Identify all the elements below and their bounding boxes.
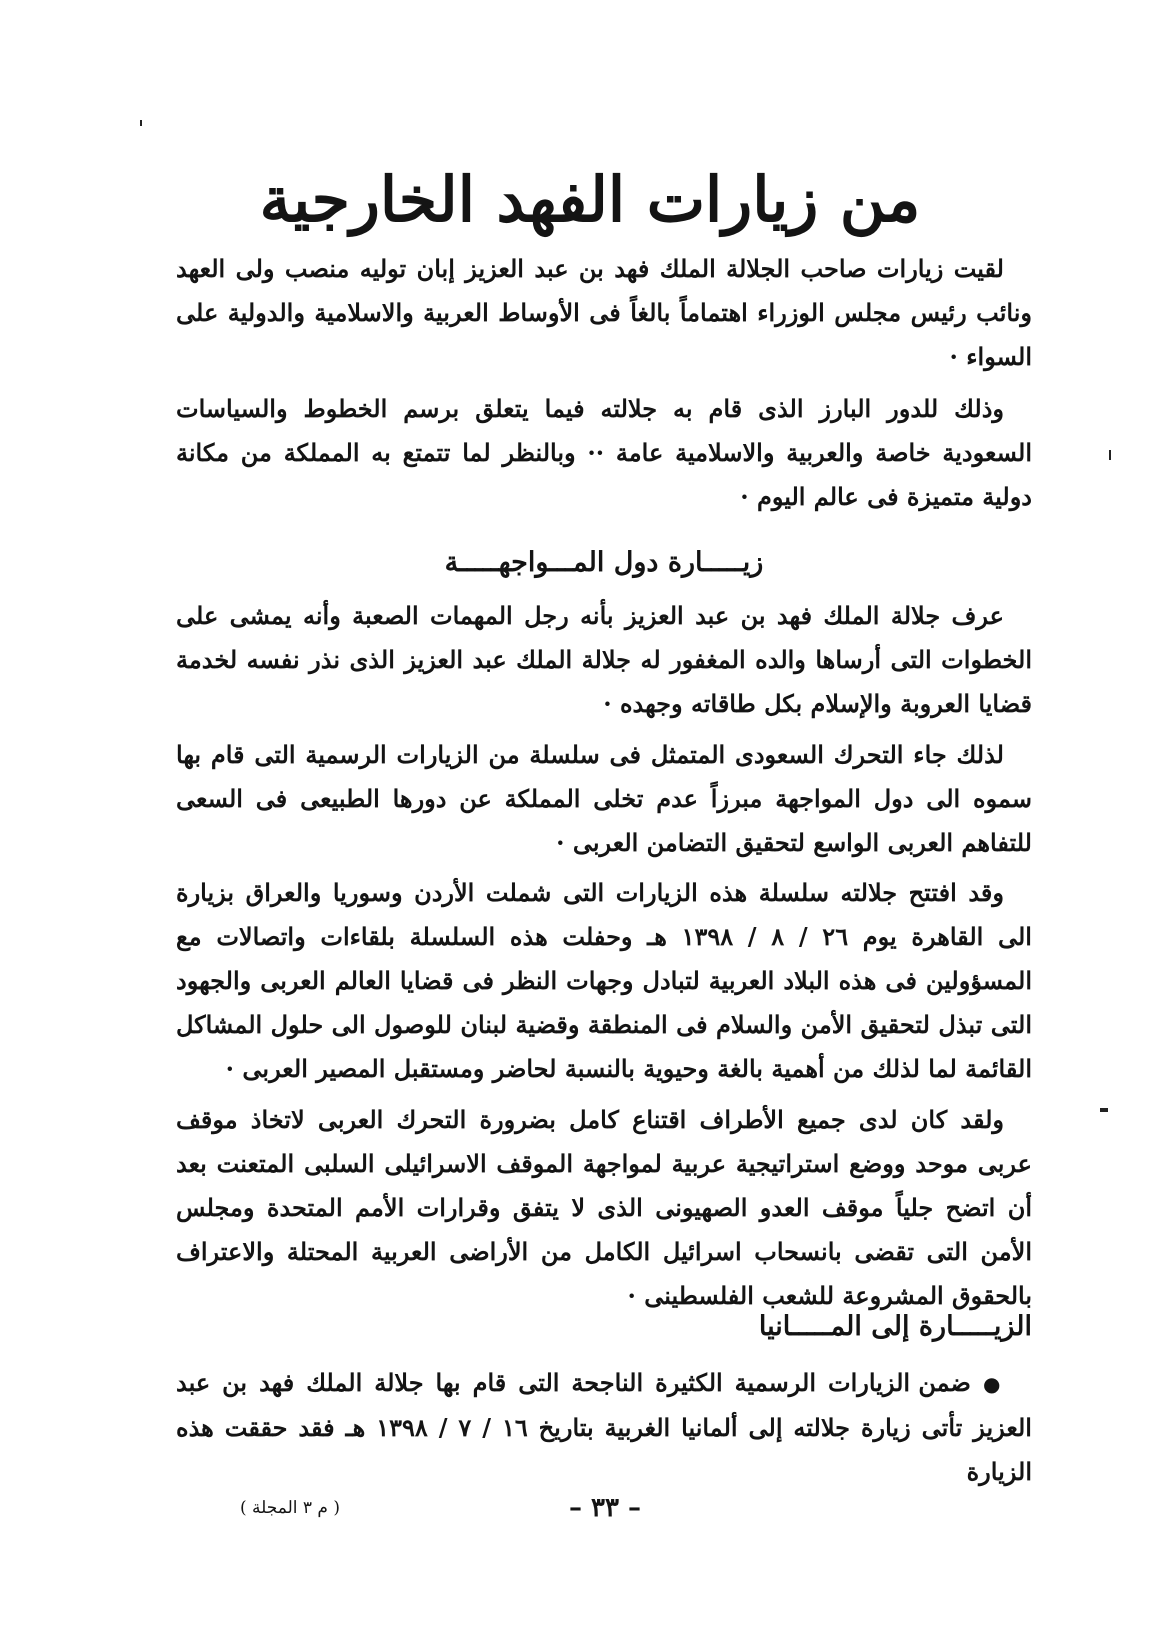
paragraph-germany xyxy=(176,1361,1032,1494)
page-title: من زيارات الفهد الخارجية xyxy=(259,163,921,236)
scan-mark xyxy=(1100,1108,1108,1112)
section-heading-confrontation-states: زيـــــارة دول المـــواجهـــــة xyxy=(444,547,764,578)
paragraph-germany-text: ضمن الزيارات الرسمية الكثيرة الناجحة التى قام بها جلالة الملك فهد بن عبد العزيز تأتى زيارة جلالته إلى ألمانيا الغربية بتاريخ ١٦ / ٧ / ١٣٩٨ هـ فقد حققت هذه الزيارة xyxy=(176,1368,1032,1486)
bullet-icon: ● xyxy=(982,1372,1005,1396)
page-number: – ٣٣ – xyxy=(568,1493,642,1523)
paragraph-role: وذلك للدور البارز الذى قام به جلالته فيما يتعلق برسم الخطوط والسياسات السعودية خاصة والعربية والاسلامية عامة ·· وبالنظر لما تتمتع به المملكة من مكانة دولية متميزة فى عالم اليوم · xyxy=(176,394,1032,511)
section-heading-germany-visit: الزيـــــارة إلى المـــــانيا xyxy=(758,1311,1032,1342)
paragraph-arab-strategy: ولقد كان لدى جميع الأطراف اقتناع كامل بضرورة التحرك العربى لاتخاذ موقف عربى موحد ووضع استراتيجية عربية لمواجهة الموقف الاسرائيلى السلبى المتعنت بعد أن اتضح جلياً موقف العدو الصهيونى الذى لا يتفق وقرارات الأمم المتحدة ومجلس الأمن التى تقضى بانسحاب اسرائيل الكامل من الأراضى العربية المحتلة والاعتراف بالحقوق المشروعة للشعب الفلسطينى · xyxy=(176,1105,1032,1310)
paragraph-saudi-move: لذلك جاء التحرك السعودى المتمثل فى سلسلة من الزيارات الرسمية التى قام بها سموه الى دول المواجهة مبرزاً عدم تخلى المملكة عن دورها الطبيعى فى السعى للتفاهم العربى الواسع لتحقيق التضامن العربى · xyxy=(176,740,1032,857)
paragraph-difficult-missions: عرف جلالة الملك فهد بن عبد العزيز بأنه رجل المهمات الصعبة وأنه يمشى على الخطوات التى أرساها والده المغفور له جلالة الملك عبد العزيز الذى نذر نفسه لخدمة قضايا العروبة والإسلام بكل طاقاته وجهده · xyxy=(176,601,1032,718)
scan-mark xyxy=(1109,450,1111,460)
paragraph-visits-series: وقد افتتح جلالته سلسلة هذه الزيارات التى شملت الأردن وسوريا والعراق بزيارة الى القاهرة يوم ٢٦ / ٨ / ١٣٩٨ هـ وحفلت هذه السلسلة بلقاءات واتصالات مع المسؤولين فى هذه البلاد العربية لتبادل وجهات النظر فى قضايا العالم العربى والجهود التى تبذل لتحقيق الأمن والسلام فى المنطقة وقضية لبنان للوصول الى حلول المشاكل القائمة لما لذلك من أهمية بالغة وحيوية بالنسبة لحاضر ومستقبل المصير العربى · xyxy=(176,878,1032,1083)
footer-note: ( م ٣ المجلة ) xyxy=(240,1498,340,1518)
paragraph-intro: لقيت زيارات صاحب الجلالة الملك فهد بن عبد العزيز إبان توليه منصب ولى العهد ونائب رئيس مجلس الوزراء اهتماماً بالغاً فى الأوساط العربية والاسلامية والدولية على السواء · xyxy=(176,254,1032,371)
scan-mark xyxy=(140,120,142,126)
